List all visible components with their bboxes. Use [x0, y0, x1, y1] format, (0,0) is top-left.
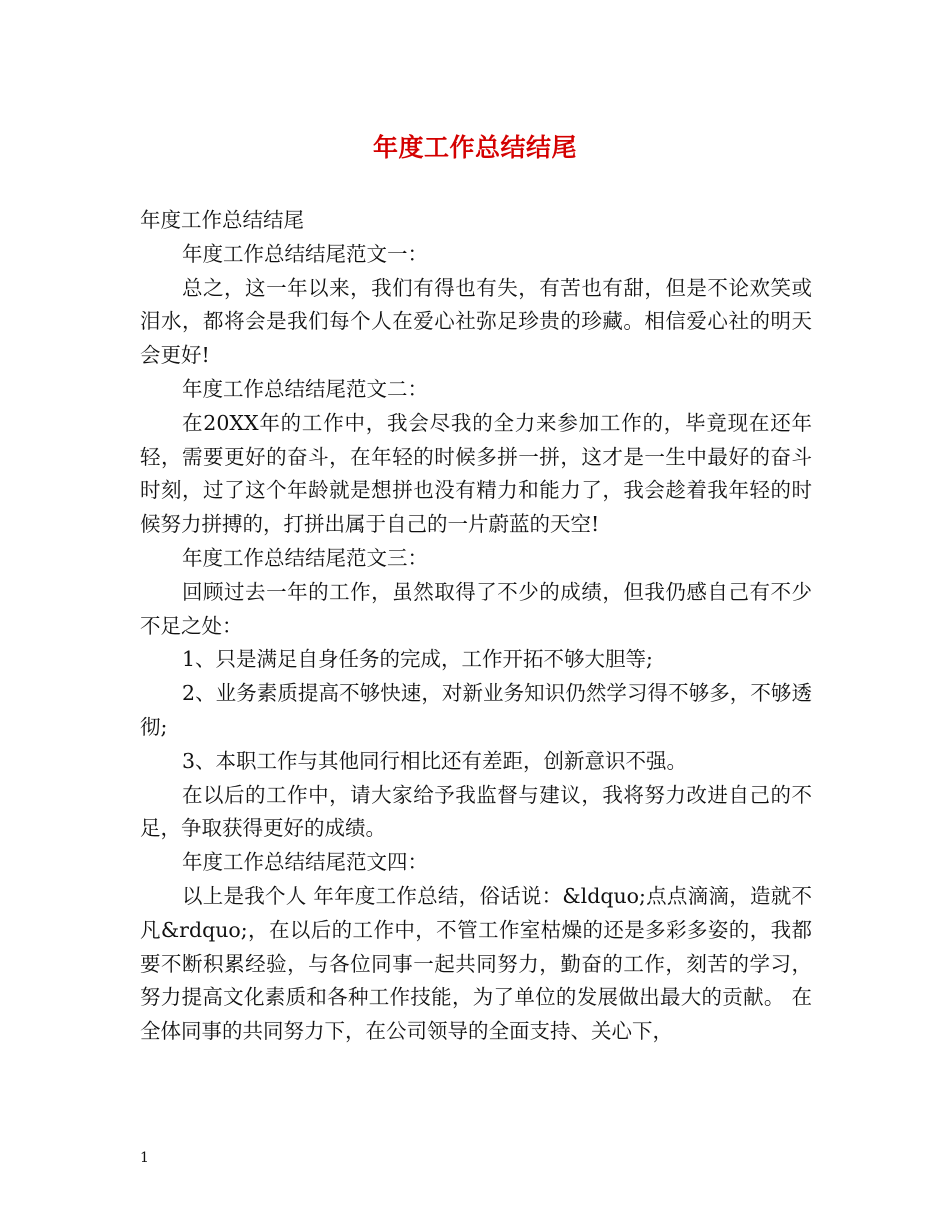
paragraph-sample-3-body: 回顾过去一年的工作，虽然取得了不少的成绩，但我仍感自己有不少不足之处：: [140, 579, 812, 638]
paragraph-heading: 年度工作总结结尾: [140, 208, 304, 232]
paragraph-sample-1-heading: 年度工作总结结尾范文一：: [182, 241, 428, 266]
paragraph-sample-4-body: 以上是我个人 年年度工作总结，俗话说：&ldquo;点点滴滴，造就不凡&rdquo;，在以后的工作中，不管工作室枯燥的还是多彩多姿的，我都要不断积累经验，与各位同事一起共同努力，勤奋的工作，刻苦的学习，努力提高文化素质和各种工作技能，为了单位的发展做出最大的贡献。 在全体同事的共同努力下，在公司领导的全面支持、关心下，: [140, 883, 812, 1044]
document-title: 年度工作总结结尾: [372, 133, 577, 162]
paragraph-list-item-3: 3、本职工作与其他同行相比还有差距，创新意识不强。: [182, 748, 688, 773]
paragraph-list-item-1: 1、只是满足自身任务的完成，工作开拓不够大胆等;: [182, 647, 653, 672]
paragraph-sample-3-heading: 年度工作总结结尾范文三：: [182, 545, 428, 570]
paragraph-sample-2-heading: 年度工作总结结尾范文二：: [182, 376, 428, 401]
paragraph-sample-2-body: 在20XX年的工作中，我会尽我的全力来参加工作的，毕竟现在还年轻，需要更好的奋斗，在年轻的时候多拼一拼，这才是一生中最好的奋斗时刻，过了这个年龄就是想拼也没有精力和能力了，我会趁着我年轻的时候努力拼搏的，打拼出属于自己的一片蔚蓝的天空!: [140, 410, 812, 537]
page-number: 1: [140, 1150, 149, 1166]
paragraph-sample-3-closing: 在以后的工作中，请大家给予我监督与建议，我将努力改进自己的不足，争取获得更好的成绩。: [140, 782, 812, 841]
document-body: [140, 204, 812, 1049]
paragraph-sample-4-heading: 年度工作总结结尾范文四：: [182, 850, 428, 875]
paragraph-list-item-2: 2、业务素质提高不够快速，对新业务知识仍然学习得不够多，不够透彻;: [140, 681, 812, 739]
paragraph-sample-1-body: 总之，这一年以来，我们有得也有失，有苦也有甜，但是不论欢笑或泪水，都将会是我们每个人在爱心社弥足珍贵的珍藏。相信爱心社的明天会更好!: [140, 275, 812, 368]
